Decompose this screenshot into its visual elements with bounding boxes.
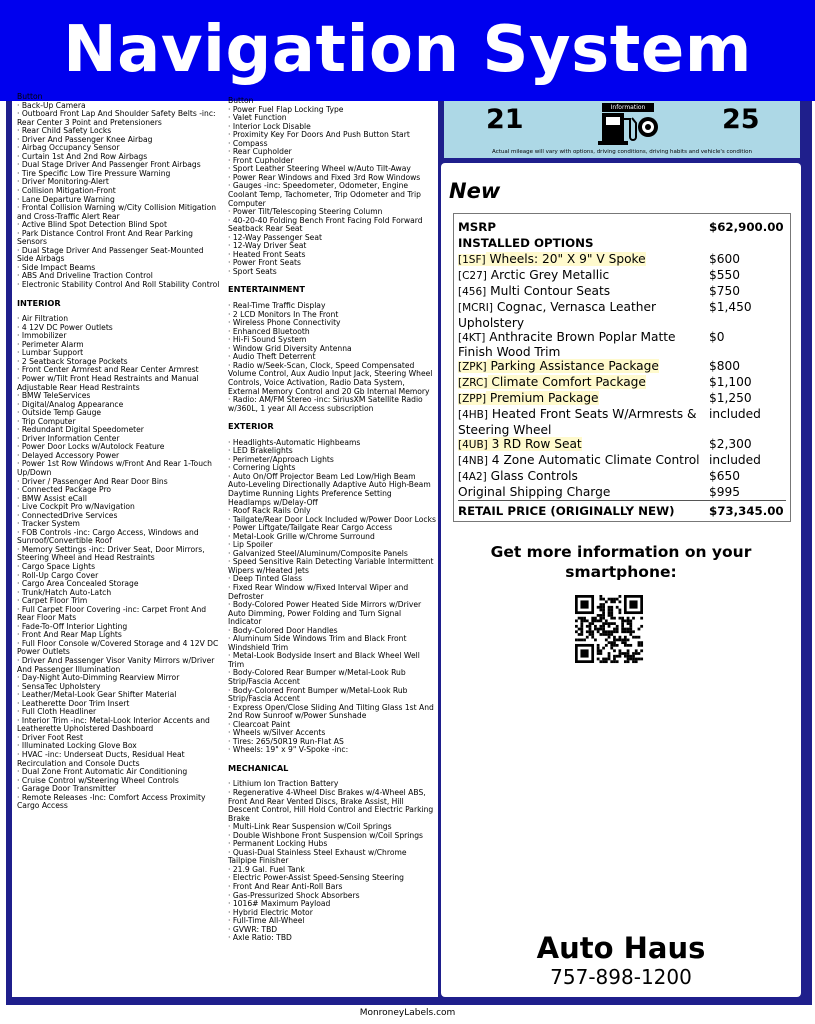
feature-item: · Body-Colored Front Bumper w/Metal-Look Rub Strip/Fascia Accent (228, 685, 408, 704)
feature-item: · Permanent Locking Hubs (228, 839, 328, 849)
feature-item: · FOB Controls -inc: Cargo Access, Windows and Sunroof/Convertible Roof (17, 527, 199, 546)
feature-item: · Tailgate/Rear Door Lock Included w/Power Door Locks (228, 514, 436, 524)
feature-item: · 12-Way Passenger Seat (228, 232, 322, 242)
fuel-economy-panel (444, 101, 800, 158)
price-value: included (709, 407, 761, 421)
option-code: [ZPP] (458, 393, 487, 405)
feature-item: · Sport Leather Steering Wheel w/Auto Tilt-Away (228, 164, 411, 174)
feature-item: · Window Grid Diversity Antenna (228, 343, 352, 353)
feature-item: · Axle Ratio: TBD (228, 933, 292, 943)
smartphone-text: Get more information on your smartphone: (490, 543, 752, 581)
highway-mpg: 25 (722, 104, 760, 135)
feature-item: · Galvanized Steel/Aluminum/Composite Panels (228, 548, 408, 558)
price-value: $750 (709, 284, 741, 298)
option-code: [4NB] (458, 454, 488, 467)
feature-item: · Headlights-Automatic Highbeams (228, 437, 361, 447)
feature-item: · Airbag Occupancy Sensor (17, 143, 120, 153)
feature-item: · 4 12V DC Power Outlets (17, 322, 113, 332)
feature-item: · Wheels w/Silver Accents (228, 728, 326, 738)
feature-item: · Power Rear Windows and Fixed 3rd Row Windows (228, 172, 421, 182)
feature-item: · Leather/Metal-Look Gear Shifter Material (17, 690, 177, 700)
feature-item: · Interior Lock Disable (228, 121, 311, 131)
option-name: Multi Contour Seats (486, 284, 611, 298)
feature-item: · Power 1st Row Windows w/Front And Rear 1-Touch Up/Down (17, 459, 212, 477)
feature-item: · Lithium Ion Traction Battery (228, 779, 339, 789)
page-title: Navigation System (63, 13, 752, 87)
section-heading: ENTERTAINMENT (228, 284, 305, 295)
feature-item: · 40-20-40 Folding Bench Front Facing Fold Forward Seatback Rear Seat (228, 215, 423, 234)
feature-item: · Front Cupholder (228, 155, 294, 165)
feature-item: · Metal-Look Bodyside Insert and Black Wheel Well Trim (228, 651, 420, 669)
feature-item: · Outboard Front Lap And Shoulder Safety Belts -inc: Rear Center 3 Point and Pretensioners (17, 109, 216, 127)
feature-item: · LED Brakelights (228, 446, 293, 456)
feature-item: · Power Fuel Flap Locking Type (228, 104, 344, 114)
price-value: $62,900.00 (709, 220, 784, 234)
feature-item: · Leatherette Door Trim Insert (17, 698, 130, 708)
feature-item: · Power Tilt/Telescoping Steering Column (228, 207, 383, 217)
option-name: 3 RD Row Seat (487, 436, 582, 451)
feature-item: Button (17, 92, 43, 101)
feature-item: · Back-Up Camera (17, 100, 86, 110)
feature-item: · Body-Colored Door Handles (228, 625, 338, 635)
feature-item: · Driver Monitoring-Alert (17, 177, 109, 187)
feature-item: · Power w/Tilt Front Head Restraints and Manual Adjustable Rear Head Restraints (17, 373, 199, 392)
feature-item: · Curtain 1st And 2nd Row Airbags (17, 151, 148, 161)
feature-item: · Tires: 265/50R19 Run-Flat AS (228, 736, 344, 746)
feature-item: · Connected Package Pro (17, 485, 112, 495)
feature-item: · 2 LCD Monitors In The Front (228, 309, 339, 319)
option-code: [456] (458, 286, 487, 298)
feature-item: · Frontal Collision Warning w/City Collision Mitigation and Cross-Traffic Alert Rear (17, 203, 217, 221)
option-name: Parking Assistance Package (486, 359, 659, 373)
section-heading: MECHANICAL (228, 762, 289, 773)
option-code: [1SF] (458, 254, 486, 266)
feature-item: · Perimeter/Approach Lights (228, 454, 334, 464)
section-heading: INTERIOR (17, 297, 61, 308)
option-code: [4KT] (458, 331, 486, 344)
feature-item: Button (228, 96, 254, 105)
option-name: Climate Comfort Package (487, 375, 646, 389)
price-value: $550 (709, 268, 741, 282)
feature-item: · Radio: AM/FM Stereo -inc: SiriusXM Satellite Radio w/360L, 1 year All Access subscription (228, 395, 423, 413)
feature-item: · Garage Door Transmitter (17, 784, 117, 794)
feature-item: · Gas-Pressurized Shock Absorbers (228, 890, 360, 900)
feature-item: · Hybrid Electric Motor (228, 907, 313, 917)
feature-item: · Illuminated Locking Glove Box (17, 741, 137, 751)
feature-item: · Lane Departure Warning (17, 194, 115, 204)
feature-item: · Trip Computer (17, 416, 76, 426)
feature-item: · Enhanced Bluetooth (228, 326, 310, 336)
price-box (453, 213, 791, 522)
feature-item: · Multi-Link Rear Suspension w/Coil Springs (228, 822, 392, 832)
feature-item: · Proximity Key For Doors And Push Button Start (228, 130, 410, 140)
title-banner (0, 0, 815, 101)
feature-item: · SensaTec Upholstery (17, 681, 101, 691)
price-label: RETAIL PRICE (ORIGINALLY NEW) (458, 503, 675, 518)
feature-item: · Compass (228, 138, 268, 148)
feature-item: · Auto On/Off Projector Beam Led Low/High Beam Auto-Leveling Directionally Adaptive Auto High-Beam Daytime Running Lights Preference Setting Headlamps w/Delay-Off (228, 471, 431, 507)
price-value: $1,100 (709, 375, 752, 389)
feature-item: · Power Front Seats (228, 258, 301, 268)
footer-text: MonroneyLabels.com (359, 1008, 456, 1018)
feature-item: · Full-Time All-Wheel (228, 916, 305, 926)
feature-item: · Driver Foot Rest (17, 732, 83, 742)
total-divider (458, 500, 786, 501)
feature-item: · Power Door Locks w/Autolock Feature (17, 442, 165, 452)
option-code: [C27] (458, 270, 487, 282)
feature-item: · Digital/Analog Appearance (17, 399, 124, 409)
option-code: [4A2] (458, 470, 487, 483)
feature-item: · Radio w/Seek-Scan, Clock, Speed Compensated Volume Control, Aux Audio Input Jack, Steering Wheel Controls, Voice Activation, Radio Data System, External Memory Control and 20 Gb Internal Memory (228, 360, 433, 396)
feature-item: · Full Cloth Headliner (17, 707, 97, 717)
feature-item: · Memory Settings -inc: Driver Seat, Door Mirrors, Steering Wheel and Head Restraints (17, 544, 205, 563)
feature-item: · Fade-To-Off Interior Lighting (17, 621, 128, 631)
feature-item: · Gauges -inc: Speedometer, Odometer, Engine Coolant Temp, Tachometer, Trip Odometer and Trip Computer (228, 181, 421, 208)
feature-item: · Carpet Floor Trim (17, 596, 88, 606)
feature-item: · Audio Theft Deterrent (228, 352, 316, 362)
feature-item: · Power Liftgate/Tailgate Rear Cargo Access (228, 523, 393, 533)
price-value: $650 (709, 468, 741, 483)
feature-item: · Front And Rear Anti-Roll Bars (228, 882, 343, 892)
feature-item: · Dual Stage Driver And Passenger Front Airbags (17, 160, 201, 170)
feature-item: · Driver / Passenger And Rear Door Bins (17, 476, 168, 486)
feature-item: · 12-Way Driver Seat (228, 241, 307, 251)
feature-item: · Body-Colored Power Heated Side Mirrors w/Driver Auto Dimming, Power Folding and Turn Signal Indicator (228, 600, 422, 627)
option-code: [MCRI] (458, 302, 493, 314)
feature-item: · Front Center Armrest and Rear Center Armrest (17, 365, 199, 375)
features-column-left (17, 93, 220, 811)
section-heading: EXTERIOR (228, 421, 274, 432)
feature-item: · Roof Rack Rails Only (228, 506, 311, 516)
feature-item: · Deep Tinted Glass (228, 574, 303, 584)
price-value: $2,300 (709, 436, 752, 451)
feature-item: · Trunk/Hatch Auto-Latch (17, 587, 112, 597)
feature-item: · 21.9 Gal. Fuel Tank (228, 864, 305, 874)
feature-item: · Fixed Rear Window w/Fixed Interval Wiper and Defroster (228, 582, 409, 601)
feature-item: · Full Floor Console w/Covered Storage and 4 12V DC Power Outlets (17, 638, 219, 657)
feature-item: · Real-Time Traffic Display (228, 301, 326, 311)
feature-item: · Wireless Phone Connectivity (228, 318, 341, 328)
feature-item: · Cargo Space Lights (17, 561, 96, 571)
option-name: 4 Zone Automatic Climate Control (487, 452, 700, 467)
feature-item: · Perimeter Alarm (17, 339, 84, 349)
feature-item: · Remote Releases -Inc: Comfort Access Proximity Cargo Access (17, 792, 206, 811)
features-column-right (228, 97, 436, 943)
feature-item: · Front And Rear Map Lights (17, 630, 122, 640)
option-name: Premium Package (486, 391, 599, 405)
price-value: $1,250 (709, 391, 752, 405)
option-code: [ZRC] (458, 377, 488, 389)
features-panel (12, 92, 438, 997)
feature-item: · 1016# Maximum Payload (228, 899, 331, 909)
feature-item: · HVAC -inc: Underseat Ducts, Residual Heat Recirculation and Console Ducts (17, 750, 185, 768)
feature-item: · ConnectedDrive Services (17, 510, 118, 520)
price-label: MSRP (458, 220, 496, 234)
feature-item: · Day-Night Auto-Dimming Rearview Mirror (17, 673, 180, 683)
price-value: $0 (709, 329, 725, 344)
feature-item: · Regenerative 4-Wheel Disc Brakes w/4-Wheel ABS, Front And Rear Vented Discs, Brake Assist, Hill Descent Control, Hill Hold Control and Electric Parking Brake (228, 788, 434, 823)
option-name: Wheels: 20" X 9" V Spoke (485, 252, 646, 266)
feature-item: · Express Open/Close Sliding And Tilting Glass 1st And 2nd Row Sunroof w/Power Sunshade (228, 702, 434, 721)
feature-item: · Air Filtration (17, 314, 69, 324)
feature-item: · Park Distance Control Front And Rear Parking Sensors (17, 228, 193, 247)
feature-item: · Active Blind Spot Detection Blind Spot (17, 220, 167, 230)
feature-item: · 2 Seatback Storage Pockets (17, 356, 128, 366)
feature-item: · Body-Colored Rear Bumper w/Metal-Look Rub Strip/Fascia Accent (228, 668, 406, 686)
feature-item: · Speed Sensitive Rain Detecting Variable Intermittent Wipers w/Heated Jets (228, 557, 434, 575)
feature-item: · Tracker System (17, 519, 80, 529)
feature-item: · Live Cockpit Pro w/Navigation (17, 502, 135, 512)
feature-item: · Cargo Area Concealed Storage (17, 579, 139, 589)
feature-item: · Driver Information Center (17, 433, 120, 443)
option-code: [4HB] (458, 409, 488, 421)
feature-item: · Side Impact Beams (17, 262, 96, 272)
condition-label: New (449, 179, 501, 203)
feature-item: · Valet Function (228, 113, 287, 123)
feature-item: · GVWR: TBD (228, 924, 278, 934)
option-code: [4UB] (458, 438, 488, 451)
feature-item: · ABS And Driveline Traction Control (17, 271, 153, 281)
option-name: Glass Controls (486, 468, 578, 483)
feature-item: · Wheels: 19" x 9" V-Spoke -inc: (228, 745, 349, 755)
price-value: $995 (709, 484, 741, 499)
feature-item: · Driver And Passenger Visor Vanity Mirrors w/Driver And Passenger Illumination (17, 656, 215, 674)
feature-item: · Electronic Stability Control And Roll Stability Control (17, 280, 220, 290)
feature-item: · Redundant Digital Speedometer (17, 425, 144, 435)
feature-item: · Quasi-Dual Stainless Steel Exhaust w/Chrome Tailpipe Finisher (228, 847, 407, 866)
feature-item: · Delayed Accessory Power (17, 450, 120, 460)
dealer-name: Auto Haus (536, 931, 706, 965)
feature-item: · Double Wishbone Front Suspension w/Coil Springs (228, 830, 424, 840)
option-name: Arctic Grey Metallic (486, 268, 610, 282)
feature-item: · Immobilizer (17, 331, 67, 341)
feature-item: · Roll-Up Cargo Cover (17, 570, 99, 580)
city-mpg: 21 (486, 104, 524, 135)
option-name: Anthracite Brown Poplar Matte Finish Wood Trim (458, 329, 676, 359)
dealer-phone: 757-898-1200 (550, 965, 692, 989)
feature-item: · Aluminum Side Windows Trim and Black Front Windshield Trim (228, 634, 407, 652)
feature-item: · Driver And Passenger Knee Airbag (17, 134, 153, 144)
feature-item: · Cruise Control w/Steering Wheel Controls (17, 775, 179, 785)
feature-item: · Electric Power-Assist Speed-Sensing Steering (228, 873, 404, 883)
feature-item: · Lip Spoiler (228, 540, 273, 550)
feature-item: · Lumbar Support (17, 348, 84, 358)
price-value: $73,345.00 (709, 503, 784, 518)
price-value: included (709, 452, 761, 467)
option-name: Heated Front Seats W/Armrests & Steering Wheel (458, 407, 697, 437)
pricing-panel (441, 163, 801, 997)
feature-item: · Dual Zone Front Automatic Air Conditioning (17, 767, 188, 777)
qr-code[interactable] (575, 595, 643, 692)
feature-item: · Rear Cupholder (228, 147, 292, 157)
mpg-disclaimer: Actual mileage will vary with options, driving conditions, driving habits and vehicle's condition (492, 149, 752, 155)
price-value: $1,450 (709, 300, 752, 314)
feature-item: · Metal-Look Grille w/Chrome Surround (228, 531, 375, 541)
feature-item: · Interior Trim -inc: Metal-Look Interior Accents and Leatherette Upholstered Dashboard (17, 715, 210, 734)
information-label: Information (602, 103, 654, 112)
feature-item: · Tire Specific Low Tire Pressure Warning (17, 168, 171, 178)
feature-item: · BMW TeleServices (17, 391, 91, 401)
feature-item: · Outside Temp Gauge (17, 408, 102, 418)
feature-item: · Clearcoat Paint (228, 719, 291, 729)
feature-item: · Cornering Lights (228, 463, 296, 473)
option-code: [ZPK] (458, 361, 487, 373)
feature-item: · Full Carpet Floor Covering -inc: Carpet Front And Rear Floor Mats (17, 604, 207, 623)
feature-item: · BMW Assist eCall (17, 493, 87, 503)
price-label: INSTALLED OPTIONS (458, 236, 594, 250)
option-name: Cognac, Vernasca Leather Upholstery (458, 300, 657, 330)
feature-item: · Collision Mitigation-Front (17, 186, 116, 196)
price-label: Original Shipping Charge (458, 484, 611, 499)
feature-item: · Dual Stage Driver And Passenger Seat-Mounted Side Airbags (17, 245, 204, 264)
feature-item: · Hi-Fi Sound System (228, 335, 307, 345)
feature-item: · Heated Front Seats (228, 249, 306, 259)
feature-item: · Rear Child Safety Locks (17, 126, 112, 136)
feature-item: · Sport Seats (228, 266, 277, 276)
price-value: $800 (709, 359, 741, 373)
price-value: $600 (709, 252, 741, 266)
